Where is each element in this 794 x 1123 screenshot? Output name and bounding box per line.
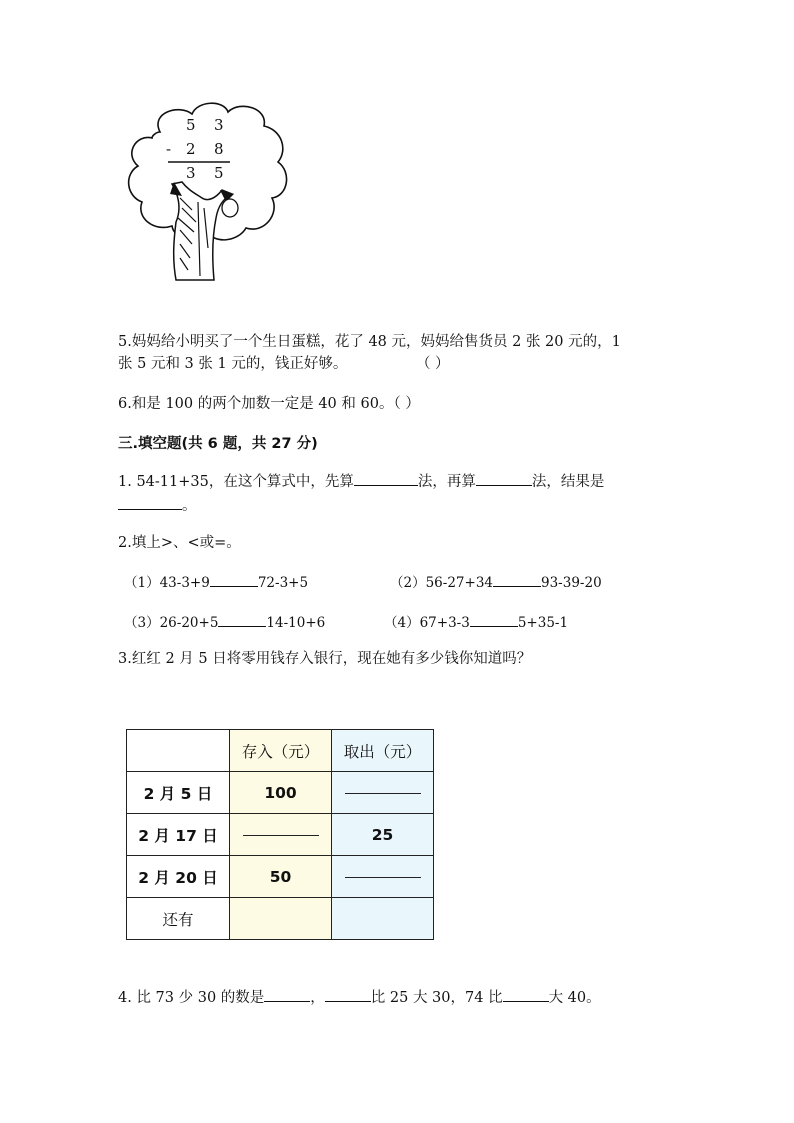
fill-q1-line2 [118,494,197,518]
fill-q2-item-1-blank[interactable] [210,572,258,587]
result-digit-tens: 3 [186,164,196,182]
table-deposit-cell: 100 [230,772,332,814]
fill-q2-item-1-right: 72-3+5 [257,575,309,591]
fill-q1-blank-3[interactable] [118,495,182,510]
top-digit-tens: 5 [186,116,196,134]
dash-line [345,793,421,794]
table-date-cell: 2 月 20 日 [127,856,230,898]
fill-q4-text-b: ， [310,990,325,1006]
fill-q4-text-a: 4. 比 73 少 30 的数是 [118,990,265,1006]
section-title: 三.填空题(共 6 题，共 27 分) [118,436,318,452]
judge-q5-line2 [118,352,450,376]
fill-q2-item-3-blank[interactable] [218,612,266,627]
table-answer-cell[interactable] [230,898,332,940]
sub-digit-tens: 2 [186,140,196,158]
fill-q1-text-d: 。 [182,498,197,514]
fill-q2-item-2-right: 93-39-20 [541,575,602,591]
table-header-row [127,730,434,772]
table-header-cell: 取出（元） [332,730,434,772]
fill-q2-item-2 [390,571,602,591]
table-date-cell: 还有 [127,898,230,940]
fill-q1-text-a: 1. 54-11+35，在这个算式中，先算 [118,474,354,490]
table-deposit-cell [230,814,332,856]
fill-q1-blank-2[interactable] [476,471,532,486]
fill-q2-title: 2.填上>、<或=。 [118,535,241,551]
fill-q2-item-4-left: （4）67+3-3 [384,615,470,631]
table-header-cell: 存入（元） [230,730,332,772]
fill-q2-item-1 [124,571,308,591]
fill-q2-item-2-blank[interactable] [493,572,541,587]
judge-q6: 6.和是 100 的两个加数一定是 40 和 60。（ ） [118,396,420,412]
top-digit-ones: 3 [214,116,224,134]
table-header-cell [127,730,230,772]
table-date-cell: 2 月 5 日 [127,772,230,814]
table-date-cell: 2 月 17 日 [127,814,230,856]
fill-q4 [118,986,601,1010]
table-row [127,772,434,814]
fill-q4-text-d: 大 40。 [548,990,601,1006]
fill-q4-blank-1[interactable] [264,987,310,1002]
table-row [127,814,434,856]
fill-q4-text-c: 比 25 大 30，74 比 [370,990,503,1006]
fill-q2-item-3 [124,611,325,631]
table-deposit-cell: 50 [230,856,332,898]
fill-q4-blank-2[interactable] [325,987,371,1002]
fill-q2-item-2-left: （2）56-27+34 [390,575,493,591]
minus-sign: - [166,140,172,158]
fill-q2-item-4 [384,611,568,631]
judge-q5-answer-paren[interactable]: （ ） [415,356,450,372]
table-answer-cell[interactable] [332,898,434,940]
result-digit-ones: 5 [214,164,224,182]
fill-q2-item-3-left: （3）26-20+5 [124,615,219,631]
tree-figure [122,98,290,284]
fill-q1-blank-1[interactable] [354,471,418,486]
fill-q3-title: 3.红红 2 月 5 日将零用钱存入银行，现在她有多少钱你知道吗？ [118,651,532,667]
dash-line [243,835,319,836]
sub-digit-ones: 8 [214,140,224,158]
savings-table [126,729,434,940]
fill-q1-text-b: 法，再算 [417,474,476,490]
fill-q1 [118,470,604,494]
table-withdraw-cell [332,772,434,814]
table-withdraw-cell [332,856,434,898]
judge-q5-line1: 5.妈妈给小明买了一个生日蛋糕，花了 48 元，妈妈给售货员 2 张 20 元的，1 [118,334,621,350]
judge-q5-line2-text: 张 5 元和 3 张 1 元的，钱正好够。 [118,356,348,372]
fill-q2-item-4-blank[interactable] [470,612,518,627]
tree-drawing [122,98,290,284]
fill-q4-blank-3[interactable] [503,987,549,1002]
dash-line [345,877,421,878]
fill-q1-text-c: 法，结果是 [531,474,605,490]
table-row [127,898,434,940]
fill-q2-item-4-right: 5+35-1 [517,615,569,631]
fill-q2-item-1-left: （1）43-3+9 [124,575,210,591]
table-row [127,856,434,898]
table-withdraw-cell: 25 [332,814,434,856]
fill-q2-item-3-right: 14-10+6 [266,615,326,631]
